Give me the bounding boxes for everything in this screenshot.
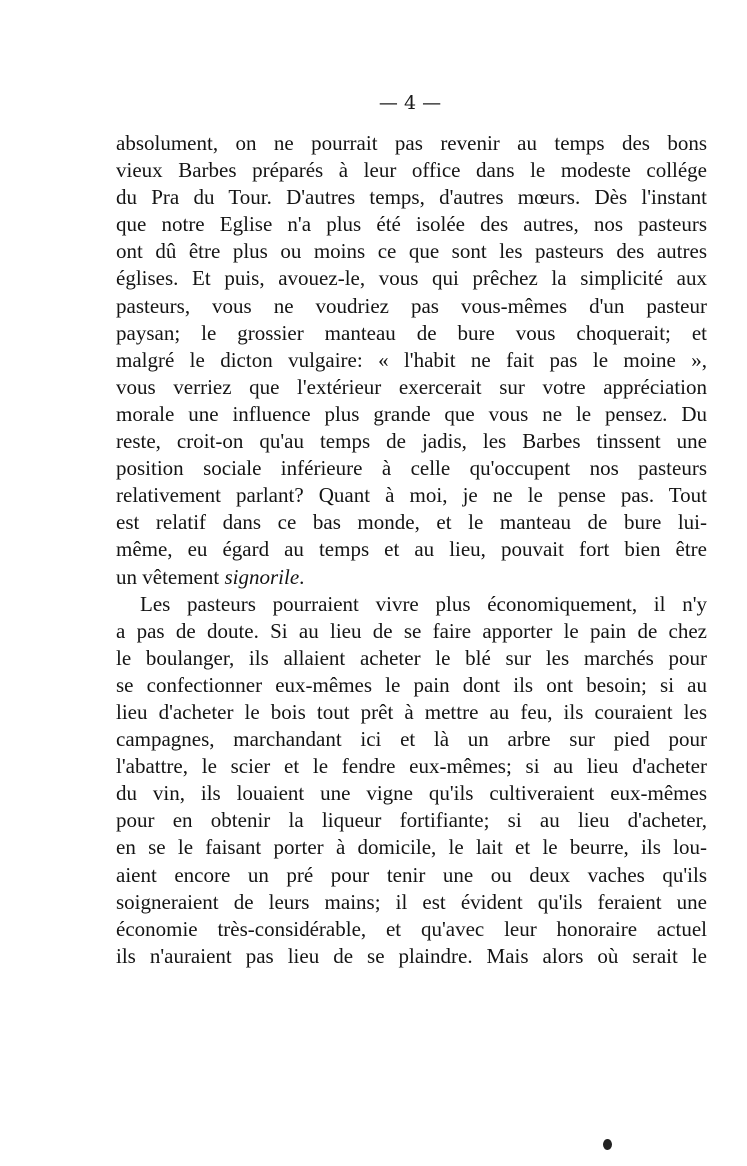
text-line: campagnes, marchandant ici et là un arbre sur pied pour [116,727,707,752]
text-line: églises. Et puis, avouez-le, vous qui prêchez la simplicité aux [116,266,707,291]
text-line: le boulanger, ils allaient acheter le blé sur les marchés pour [116,645,707,670]
text-line: position sociale inférieure à celle qu'occupent nos pasteurs [116,456,707,481]
text-line [116,564,707,591]
ink-spot [603,1139,612,1150]
text-line: ils n'auraient pas lieu de se plaindre. Mais alors où serait le [116,943,707,968]
italic-word: signorile [224,564,300,589]
text-line: du Pra du Tour. D'autres temps, d'autres mœurs. Dès l'instant [116,185,707,210]
text-line: se confectionner eux-mêmes le pain dont ils ont besoin; si au [116,672,707,697]
text-line: malgré le dicton vulgaire: « l'habit ne fait pas le moine », [116,347,707,372]
text-line: soigneraient de leurs mains; il est évident qu'ils feraient une [116,889,707,914]
text-line: ont dû être plus ou moins ce que sont les pasteurs des autres [116,239,707,264]
text-line: vous verriez que l'extérieur exercerait sur votre appréciation [116,374,707,399]
text-line: a pas de doute. Si au lieu de se faire apporter le pain de chez [116,618,707,643]
text-line: pour en obtenir la liqueur fortifiante; si au lieu d'acheter, [116,808,707,833]
text-line: paysan; le grossier manteau de bure vous choquerait; et [116,320,707,345]
text-line: Les pasteurs pourraient vivre plus économiquement, il n'y [140,591,707,616]
body-text [116,130,707,970]
text-line: du vin, ils louaient une vigne qu'ils cultiveraient eux-mêmes [116,781,707,806]
page-number: — 4 — [378,92,442,114]
text-line: économie très-considérable, et qu'avec leur honoraire actuel [116,916,707,941]
text-line: lieu d'acheter le bois tout prêt à mettre au feu, ils couraient les [116,699,707,724]
text-line: morale une influence plus grande que vous ne le pensez. Du [116,401,707,426]
text-line: relativement parlant? Quant à moi, je ne le pense pas. Tout [116,483,707,508]
text-line: que notre Eglise n'a plus été isolée des autres, nos pasteurs [116,212,707,237]
text-line: absolument, on ne pourrait pas revenir au temps des bons [116,131,707,155]
text-line-start: un vêtement [116,564,225,589]
text-line: même, eu égard au temps et au lieu, pouvait fort bien être [116,537,707,562]
text-line: reste, croit-on qu'au temps de jadis, les Barbes tinssent une [116,429,707,454]
text-line: aient encore un pré pour tenir une ou deux vaches qu'ils [116,862,707,887]
text-line: l'abattre, le scier et le fendre eux-mêmes; si au lieu d'acheter [116,754,707,779]
text-line: est relatif dans ce bas monde, et le manteau de bure lui- [116,510,707,535]
text-line: en se le faisant porter à domicile, le lait et le beurre, ils lou- [116,835,707,860]
text-line: pasteurs, vous ne voudriez pas vous-mêmes d'un pasteur [116,293,707,318]
text-line-end: . [299,564,305,589]
text-line: vieux Barbes préparés à leur office dans le modeste collége [116,158,707,183]
